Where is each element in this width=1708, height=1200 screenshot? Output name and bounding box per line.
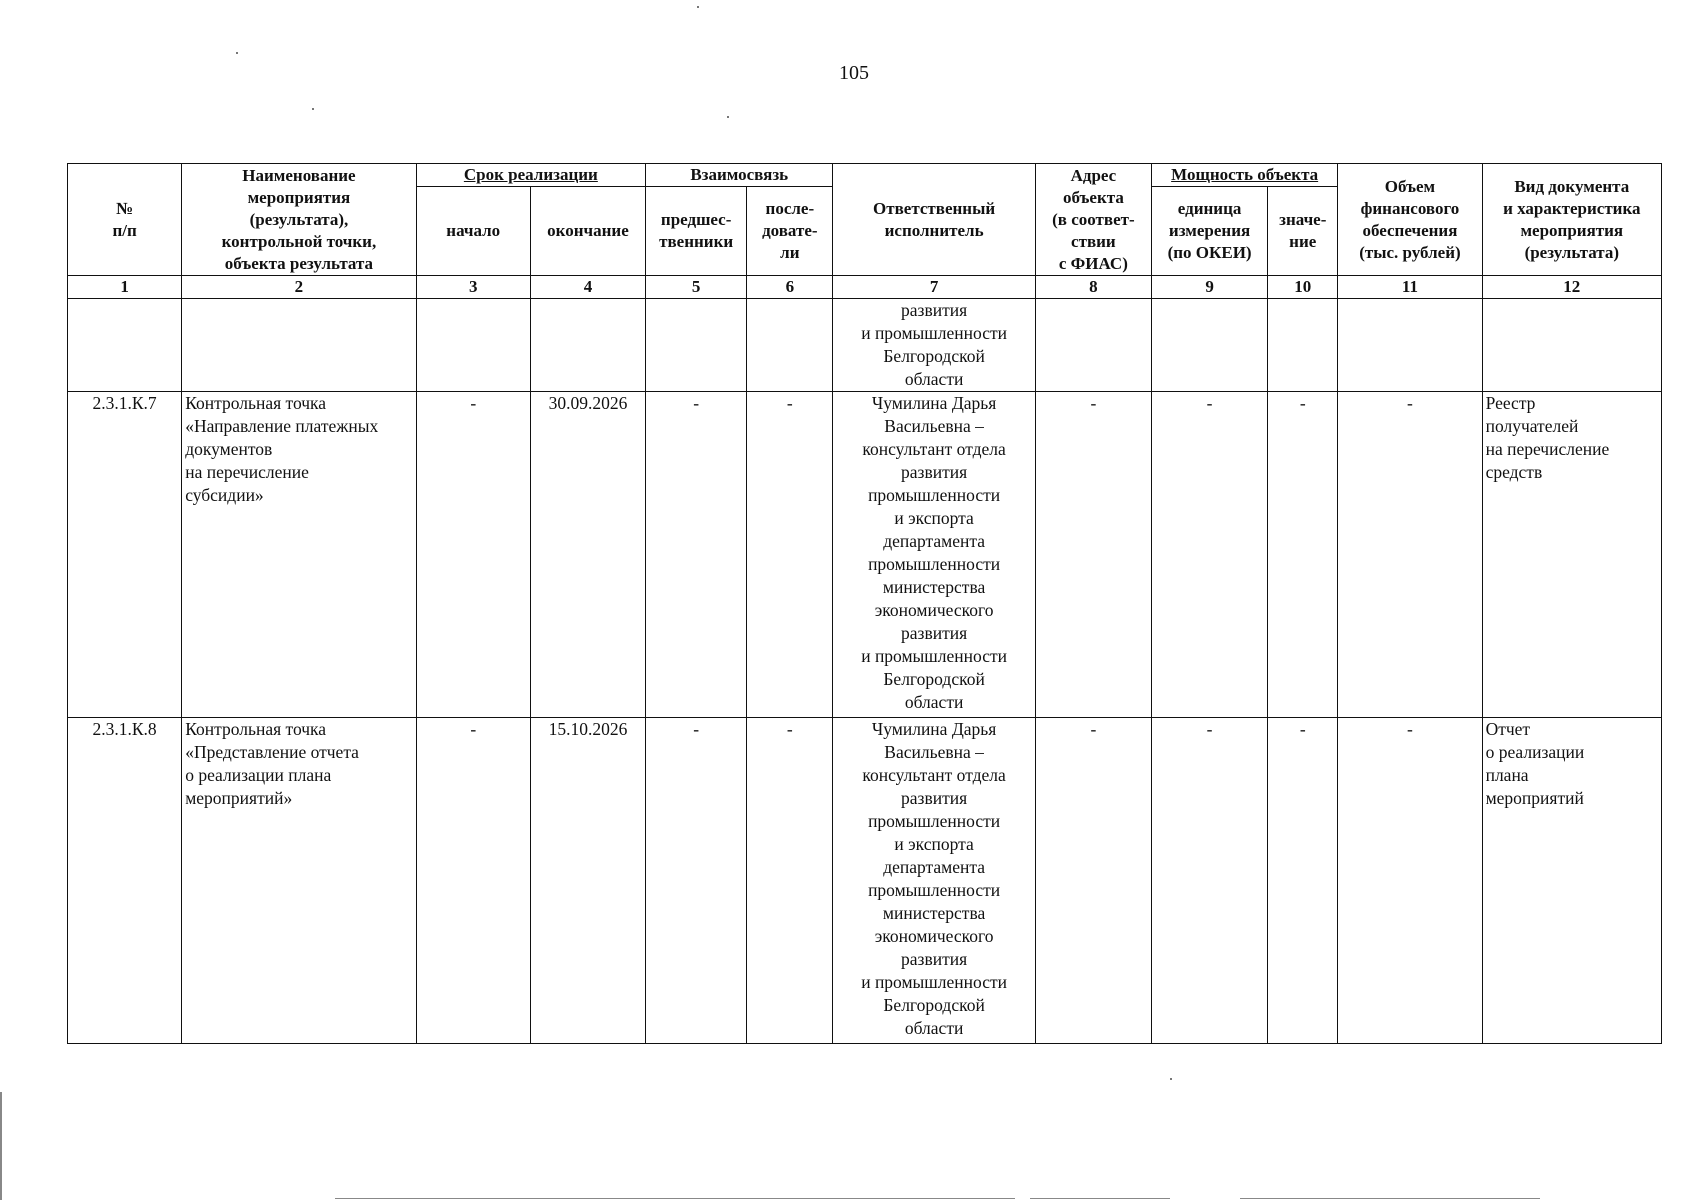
row-number: 2.3.1.К.7 xyxy=(68,392,182,718)
column-number: 2 xyxy=(182,276,416,299)
table-row xyxy=(68,392,1662,718)
column-number: 1 xyxy=(68,276,182,299)
column-number: 8 xyxy=(1035,276,1151,299)
header-predecessors: предшес- твенники xyxy=(646,187,747,276)
header-value: значе- ние xyxy=(1268,187,1338,276)
row-value: - xyxy=(1268,392,1338,718)
row-responsible: Чумилина Дарья Васильевна – консультант отдела развития промышленности и экспорта департамента промышленности министерства экономического развития и промышленности Белгородской области xyxy=(833,392,1035,718)
header-successors: после- довате- ли xyxy=(747,187,833,276)
scan-speck xyxy=(727,116,729,118)
column-number: 3 xyxy=(416,276,530,299)
row-unit: - xyxy=(1151,392,1267,718)
continuation-row xyxy=(68,299,1662,392)
row-document: Отчет о реализации плана мероприятий xyxy=(1482,718,1661,1044)
scan-speck xyxy=(312,108,314,110)
row-name: Контрольная точка «Направление платежных документов на перечисление субсидии» xyxy=(182,392,416,718)
row-start: - xyxy=(416,718,530,1044)
row-responsible: Чумилина Дарья Васильевна – консультант отдела развития промышленности и экспорта департамента промышленности министерства экономического развития и промышленности Белгородской области xyxy=(833,718,1035,1044)
row-predecessors: - xyxy=(646,392,747,718)
row-document: Реестр получателей на перечисление средств xyxy=(1482,392,1661,718)
row-address: - xyxy=(1035,392,1151,718)
scan-edge xyxy=(0,1092,2,1200)
header-number: № п/п xyxy=(68,164,182,276)
column-number: 7 xyxy=(833,276,1035,299)
header-power-group: Мощность объекта xyxy=(1151,164,1337,187)
header-document: Вид документа и характеристика мероприятия (результата) xyxy=(1482,164,1661,276)
header-responsible: Ответственный исполнитель xyxy=(833,164,1035,276)
column-number: 10 xyxy=(1268,276,1338,299)
column-number: 6 xyxy=(747,276,833,299)
row-number: 2.3.1.К.8 xyxy=(68,718,182,1044)
action-plan-table xyxy=(67,163,1662,1044)
header-end: окончание xyxy=(530,187,645,276)
page-number: 105 xyxy=(839,62,869,84)
scan-speck xyxy=(236,52,238,54)
column-number: 4 xyxy=(530,276,645,299)
column-number: 11 xyxy=(1338,276,1482,299)
scan-speck xyxy=(1170,1078,1172,1080)
row-end: 15.10.2026 xyxy=(530,718,645,1044)
column-number: 5 xyxy=(646,276,747,299)
row-successors: - xyxy=(747,718,833,1044)
scan-edge xyxy=(1240,1198,1540,1199)
row-funding: - xyxy=(1338,718,1482,1044)
row-name: Контрольная точка «Представление отчета о реализации плана мероприятий» xyxy=(182,718,416,1044)
table-row xyxy=(68,718,1662,1044)
row-unit: - xyxy=(1151,718,1267,1044)
header-address: Адрес объекта (в соответ- ствии с ФИАС) xyxy=(1035,164,1151,276)
row-value: - xyxy=(1268,718,1338,1044)
header-period-group: Срок реализации xyxy=(416,164,645,187)
row-predecessors: - xyxy=(646,718,747,1044)
column-number: 12 xyxy=(1482,276,1661,299)
row-funding: - xyxy=(1338,392,1482,718)
table-header xyxy=(68,164,1662,299)
header-name: Наименование мероприятия (результата), контрольной точки, объекта результата xyxy=(182,164,416,276)
header-unit: единица измерения (по ОКЕИ) xyxy=(1151,187,1267,276)
scan-edge xyxy=(335,1198,1015,1199)
row-successors: - xyxy=(747,392,833,718)
header-funding: Объем финансового обеспечения (тыс. рублей) xyxy=(1338,164,1482,276)
column-number: 9 xyxy=(1151,276,1267,299)
column-numbers-row xyxy=(68,276,1662,299)
header-link-group: Взаимосвязь xyxy=(646,164,833,187)
row-end: 30.09.2026 xyxy=(530,392,645,718)
row-start: - xyxy=(416,392,530,718)
scan-edge xyxy=(1030,1198,1170,1199)
continuation-responsible: развития и промышленности Белгородской области xyxy=(833,299,1035,392)
header-start: начало xyxy=(416,187,530,276)
scan-speck xyxy=(697,6,699,8)
row-address: - xyxy=(1035,718,1151,1044)
